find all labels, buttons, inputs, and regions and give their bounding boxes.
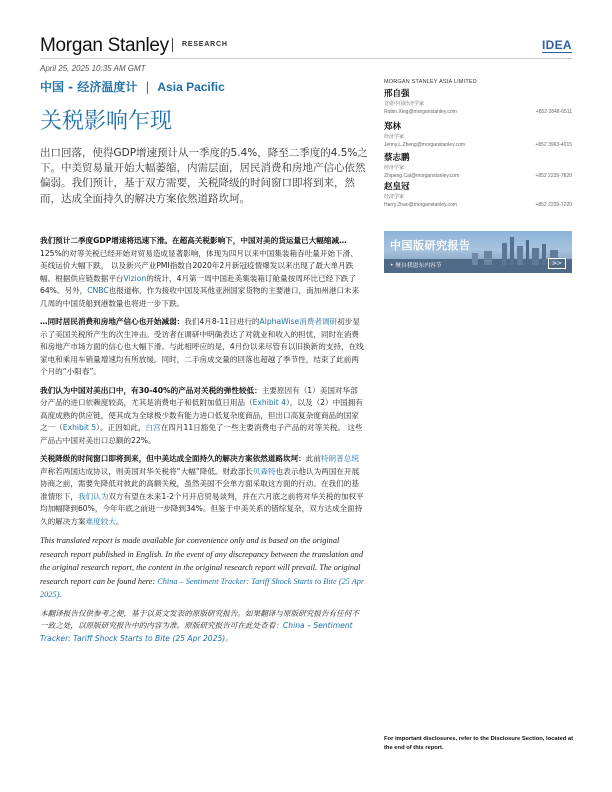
- series-separator: |: [145, 80, 150, 94]
- analyst-org: MORGAN STANLEY ASIA LIMITED: [384, 79, 477, 85]
- analyst-title: 首席中国经济学家: [384, 101, 425, 107]
- note-cn-text: 本翻译报告仅供参考之便，基于以英文发表的原版研究报告。如果翻译与原版研究报告有任何不一致之处，以原版研究报告中的内容为准。原版研究报告可在此处查看：: [40, 608, 359, 631]
- note-en-text: .: [59, 590, 62, 600]
- paragraph-4-text: 此前: [305, 454, 321, 463]
- analyst-email[interactable]: Zhipeng.Cai@morganstanley.com: [384, 173, 460, 179]
- analyst-phone: +852 3963-4015: [535, 142, 572, 148]
- paragraph-3-text: 主要原因有（1）美国对华部分产品的进口依赖度较高，尤其是消费电子和低附加值日用品（: [40, 385, 358, 407]
- paragraph-1: [40, 235, 365, 310]
- link-bessent[interactable]: 贝森特: [252, 466, 276, 476]
- note-en-text: This translated report is made available for convenience only and is based on the original research report published in English. In the event of any discrepancy between the translation and the original research report, the content in the original research report will prevail. The original research report can be found here:: [40, 536, 363, 586]
- link-original-report-cn[interactable]: China – Sentiment Tracker: Tariff Shock Starts to Bite (25 Apr 2025): [40, 621, 353, 643]
- link-exhibit-4[interactable]: Exhibit 4: [252, 398, 286, 407]
- region-name: Asia Pacific: [157, 80, 225, 94]
- paragraph-3-text: ）。正因如此，: [96, 423, 146, 432]
- paragraph-2: [40, 316, 365, 379]
- report-summary: 出口回落，使得GDP增速预计从一季度的5.4%，降至二季度的4.5%之下。中美贸易量开始大幅萎缩，内需层面，居民消费和房地产信心依然偏弱。我们预计，基于双方需要，关税降级的时间窗口即将到来，然而，达成全面持久的解决方案依然道路坎坷。: [40, 147, 368, 205]
- publish-date: April 25, 2025 10:35 AM GMT: [40, 64, 146, 73]
- banner-subtitle: • 聚自我恩东内容节: [390, 263, 442, 269]
- paragraph-3-lead: 我们认为中国对美出口中，有30-40%的产品对关税的弹性较低：: [40, 385, 262, 395]
- analyst-title: 经济学家: [384, 134, 405, 140]
- analyst-phone: +852 2239-7220: [535, 202, 572, 208]
- banner-title: 中国版研究报告: [390, 239, 471, 252]
- analyst-name: 赵皇冠: [384, 182, 410, 192]
- note-cn-text: 。: [225, 633, 233, 643]
- paragraph-1-text: 的统计，4月第一周中国赴美集装箱订舱量按周环比已经下跌了64%。另外，: [40, 273, 357, 295]
- paragraph-4-text: 。: [115, 516, 124, 526]
- link-difficult[interactable]: 难度较大: [85, 516, 116, 526]
- link-exhibit-5[interactable]: Exhibit 5: [62, 423, 97, 432]
- link-alphawise-survey[interactable]: AlphaWise消费者调研: [259, 317, 338, 326]
- link-trump[interactable]: 特朗普总统: [320, 454, 359, 463]
- link-original-report-en[interactable]: China – Sentiment Tracker: Tariff Shock Starts to Bite (25 Apr 2025): [40, 576, 365, 600]
- idea-label: IDEA: [542, 38, 572, 52]
- idea-underline: [542, 52, 572, 53]
- analyst-contact: [384, 142, 572, 148]
- link-white-house[interactable]: 白宫: [145, 423, 161, 432]
- report-title: 关税影响乍现: [40, 109, 173, 134]
- analyst-name: 郑林: [384, 122, 402, 132]
- analyst-title: 经济学家: [384, 165, 405, 171]
- analyst-title: 经济学家: [384, 194, 405, 200]
- paragraph-1-text: 也报道称，作为接收中国及其他亚洲国家货物的主要港口，南加州港口未来几周的中国货船到港数量也将进一步下跌。: [40, 286, 360, 308]
- paragraph-4-lead: 关税降级的时间窗口即将到来，但中美达成全面持久的解决方案依然道路坎坷：: [40, 454, 306, 463]
- paragraph-4: [40, 453, 365, 528]
- banner-arrow-icon[interactable]: >>: [548, 258, 566, 269]
- series-name: 中国 - 经济温度计: [40, 80, 138, 94]
- analyst-contact: [384, 202, 572, 208]
- link-cnbc[interactable]: CNBC: [87, 286, 109, 295]
- paragraph-4-text: 声称若两国达成协议，则美国对华关税将“大幅”降低。财政部长: [40, 466, 253, 476]
- research-label: RESEARCH: [182, 41, 228, 48]
- analyst-email[interactable]: Jenny.L.Zheng@morganstanley.com: [384, 142, 466, 148]
- report-body: [40, 235, 365, 651]
- analyst-card: [384, 87, 572, 115]
- analyst-card: [384, 180, 572, 208]
- analyst-card: [384, 151, 572, 179]
- paragraph-3: [40, 385, 365, 448]
- analyst-phone: +852 2239-7820: [535, 173, 572, 179]
- chinese-reports-banner[interactable]: [384, 231, 572, 273]
- analyst-name: 邢自强: [384, 89, 410, 99]
- analyst-contact: [384, 173, 572, 179]
- paragraph-2-text: 我们4月8-11日进行的: [184, 317, 260, 326]
- paragraph-3-text: 在四月11日豁免了一些主要消费电子产品的对等关税。 这些产品占中国对美出口总额的22%。: [40, 423, 363, 445]
- analyst-email[interactable]: Harry.Zhao@morganstanley.com: [384, 202, 457, 208]
- series-line: [40, 78, 225, 95]
- paragraph-4-text: 也表示他认为两国在开展协商之前，需要先降低对彼此的高额关税，虽然美国不会单方面采取这方面的行动。在我们的基准情形下，: [40, 466, 360, 501]
- brand-logo: Morgan Stanley: [40, 35, 169, 56]
- translation-note-en: [40, 534, 365, 602]
- paragraph-1-text: 125%的对等关税已经开始对贸易造成显著影响，体现为四月以来中国集装箱吞吐量开始下滑、美线运价大幅下跌， 以及新兴产业PMI指数自2020年2月新冠疫情爆发以来出现了最大单月跌幅。根据供应链数据平台: [40, 248, 358, 283]
- analyst-phone: +852 2848-6511: [535, 109, 572, 115]
- analyst-card: [384, 120, 572, 148]
- analyst-name: 蔡志鹏: [384, 153, 410, 163]
- disclosure-note: For important disclosures, refer to the Disclosure Section, located at the end of this report.: [384, 736, 574, 751]
- paragraph-4-text: 双方有望在未来1-2个月开启贸易谈判，并在六月底之前将对华关税的加权平均加幅降到60%，今年年底之前进一步降到34%。但鉴于中美关系的错综复杂，双方达成全面持久的解决方案: [40, 491, 364, 526]
- translation-note-cn: [40, 608, 365, 646]
- paragraph-2-lead: …同时居民消费和房地产信心也开始减弱：: [40, 317, 185, 326]
- paragraph-1-lead: 我们预计二季度GDP增速将迅速下滑。在超高关税影响下，中国对美的货运量已大幅缩减…: [40, 236, 347, 245]
- link-we-think[interactable]: 我们认为: [77, 491, 109, 501]
- header-rule: [40, 58, 572, 59]
- logo-divider: [172, 38, 173, 52]
- analyst-email[interactable]: Robin.Xing@morganstanley.com: [384, 109, 457, 115]
- paragraph-2-text: 初步显示了美国关税所产生的次生冲击。受访者在调研中明确表达了对就业和收入的担忧，同时在消费和房地产市场方面的信心也大幅下滑。与此相呼应的是，4月份以来尽管有以旧换新的支持，在线家电和乘用车销量增速均有所放缓。同时，二手房成交量的回落也超越了季节性，结束了此前两个月的“小阳春”。: [40, 317, 364, 376]
- link-vizion[interactable]: Vizion: [123, 273, 147, 283]
- paragraph-3-text: ），以及（2）中国拥有高度成熟的供应链，使其成为全球极少数有能力进口低复杂度商品，但出口高复杂度商品的国家之一（: [40, 398, 363, 432]
- analyst-contact: [384, 109, 572, 115]
